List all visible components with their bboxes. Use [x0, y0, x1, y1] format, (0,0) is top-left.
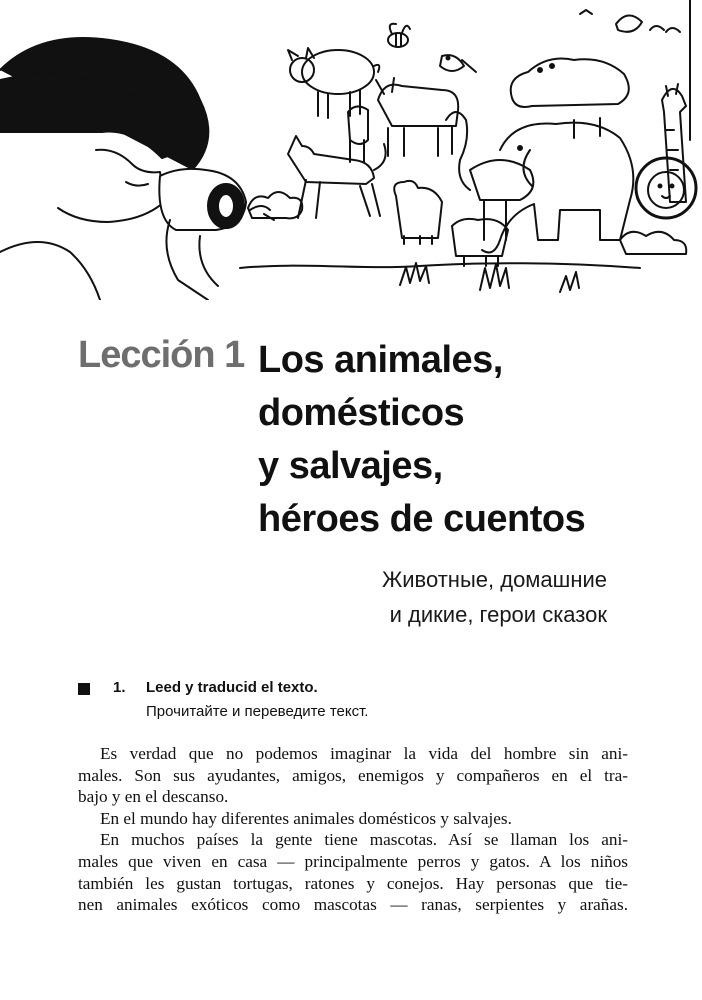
bee-icon — [388, 24, 410, 47]
birds-top-icon — [580, 0, 690, 140]
text-line: nen animales exóticos como mascotas — ranas, serpientes y arañas. — [78, 895, 628, 915]
text-line: En el mundo hay diferentes animales domésticos y salvajes. — [100, 808, 512, 828]
title-line: héroes de cuentos — [258, 498, 586, 540]
bird-icon — [440, 55, 476, 72]
lesson-illustration — [0, 0, 702, 300]
text-line: males. Son sus ayudantes, amigos, enemigos y compañeros en el tra- — [78, 765, 628, 785]
text-line: Es verdad que no podemos imaginar la vida del hombre sin ani- — [100, 744, 628, 763]
bear-cubs-icon — [394, 181, 508, 266]
exercise-instruction: Leed y traducid el texto. — [146, 679, 318, 696]
subtitle-line: Животные, домашние — [381, 567, 607, 592]
title-line: Los animales, — [258, 339, 503, 381]
text-line: males que viven en casa — principalmente perros y gatos. A los niños — [78, 851, 628, 871]
child-with-binoculars — [0, 38, 274, 300]
title-line: y salvajes, — [258, 445, 443, 487]
lesson-title — [258, 334, 678, 546]
title-line: domésticos — [258, 392, 465, 434]
lion-icon — [636, 158, 696, 218]
text-line: también les gustan tortugas, ratones y conejos. Hay personas que tie- — [78, 873, 628, 893]
subtitle-line: и дикие, герои сказок — [389, 602, 607, 627]
text-line: En muchos países la gente tiene mascotas. Así se llaman los ani- — [100, 830, 628, 850]
exercise-bullet-icon — [78, 683, 90, 695]
exercise-instruction-translation: Прочитайте и переведите текст. — [146, 703, 369, 720]
lesson-number: Lección 1 — [78, 334, 245, 376]
text-line: bajo y en el descanso. — [78, 787, 229, 807]
exercise-number: 1. — [113, 679, 126, 696]
grass-line — [240, 263, 640, 268]
lesson-subtitle — [382, 562, 607, 632]
grass-tufts — [400, 263, 579, 292]
shrubs — [248, 192, 686, 254]
reading-text — [78, 743, 628, 916]
elephant-icon — [482, 123, 633, 253]
goat-icon — [348, 78, 458, 162]
